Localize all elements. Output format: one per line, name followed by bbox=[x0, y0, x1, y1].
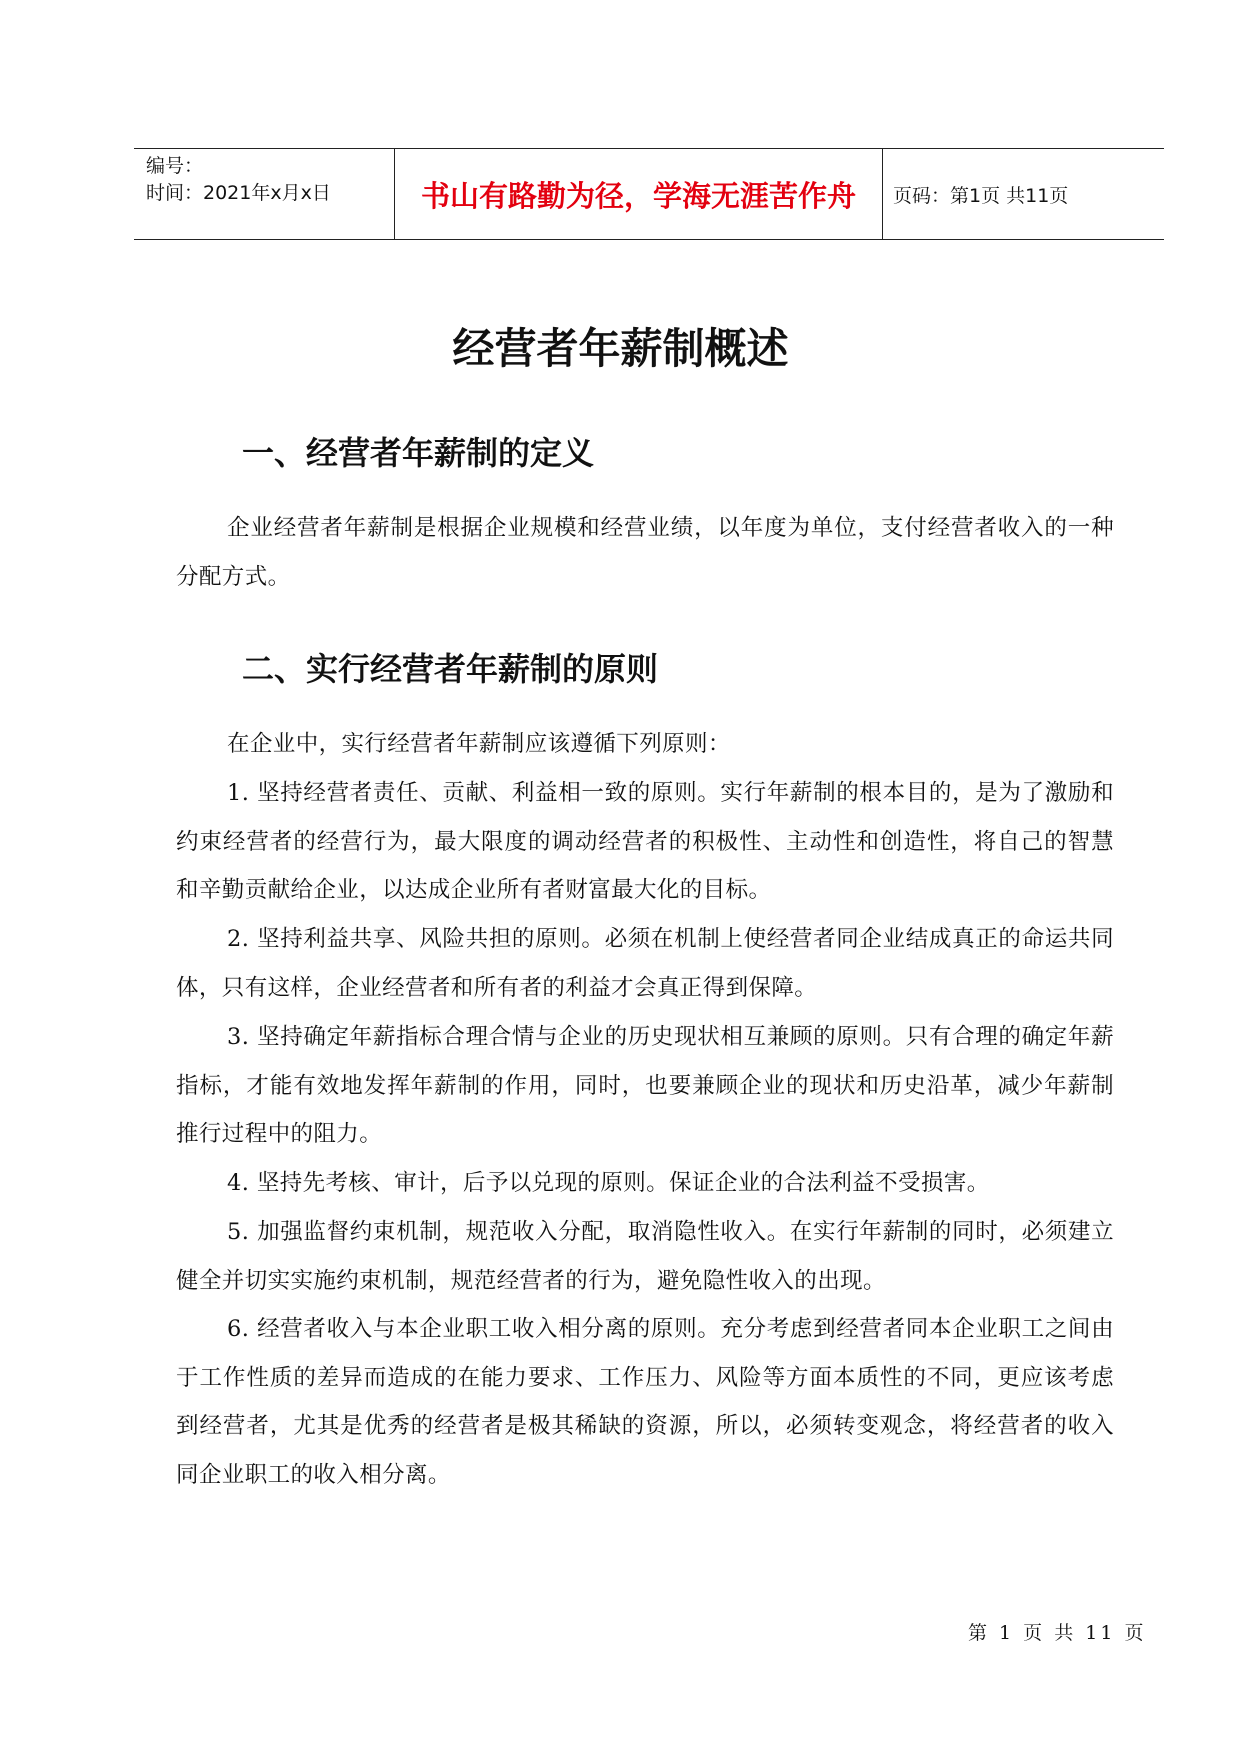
header-meta bbox=[134, 149, 395, 239]
principle-3: 3. 坚持确定年薪指标合理合情与企业的历史现状相互兼顾的原则。只有合理的确定年薪指标，才能有效地发挥年薪制的作用，同时，也要兼顾企业的现状和历史沿革，减少年薪制推行过程中的阻力。 bbox=[176, 1024, 1114, 1147]
header-time: 时间：2021年x月x日 bbox=[146, 182, 331, 204]
page-footer: 第 1 页 共 11 页 bbox=[968, 1622, 1147, 1644]
principle-4: 4. 坚持先考核、审计，后予以兑现的原则。保证企业的合法利益不受损害。 bbox=[227, 1170, 990, 1196]
document-header bbox=[134, 148, 1164, 240]
principles-intro: 在企业中，实行经营者年薪制应该遵循下列原则： bbox=[227, 731, 731, 757]
section-1-paragraph: 企业经营者年薪制是根据企业规模和经营业绩，以年度为单位，支付经营者收入的一种分配方式。 bbox=[176, 515, 1114, 590]
principle-2: 2. 坚持利益共享、风险共担的原则。必须在机制上使经营者同企业结成真正的命运共同体，只有这样，企业经营者和所有者的利益才会真正得到保障。 bbox=[176, 926, 1114, 1001]
principle-5: 5. 加强监督约束机制，规范收入分配，取消隐性收入。在实行年薪制的同时，必须建立健全并切实实施约束机制，规范经营者的行为，避免隐性收入的出现。 bbox=[176, 1219, 1114, 1294]
header-page-info: 页码：第1页 共11页 bbox=[893, 184, 1069, 207]
principle-1: 1. 坚持经营者责任、贡献、利益相一致的原则。实行年薪制的根本目的，是为了激励和约束经营者的经营行为，最大限度的调动经营者的积极性、主动性和创造性，将自己的智慧和辛勤贡献给企业，以达成企业所有者财富最大化的目标。 bbox=[176, 780, 1114, 903]
header-motto: 书山有路勤为径，学海无涯苦作舟 bbox=[395, 149, 883, 239]
section-heading-2: 二、实行经营者年薪制的原则 bbox=[242, 650, 659, 688]
section-heading-1: 一、经营者年薪制的定义 bbox=[242, 434, 595, 472]
document-title: 经营者年薪制概述 bbox=[452, 324, 789, 373]
header-number: 编号： bbox=[146, 155, 204, 177]
principle-6: 6. 经营者收入与本企业职工收入相分离的原则。充分考虑到经营者同本企业职工之间由于工作性质的差异而造成的在能力要求、工作压力、风险等方面本质性的不同，更应该考虑到经营者，尤其是优秀的经营者是极其稀缺的资源，所以，必须转变观念，将经营者的收入同企业职工的收入相分离。 bbox=[176, 1316, 1114, 1488]
